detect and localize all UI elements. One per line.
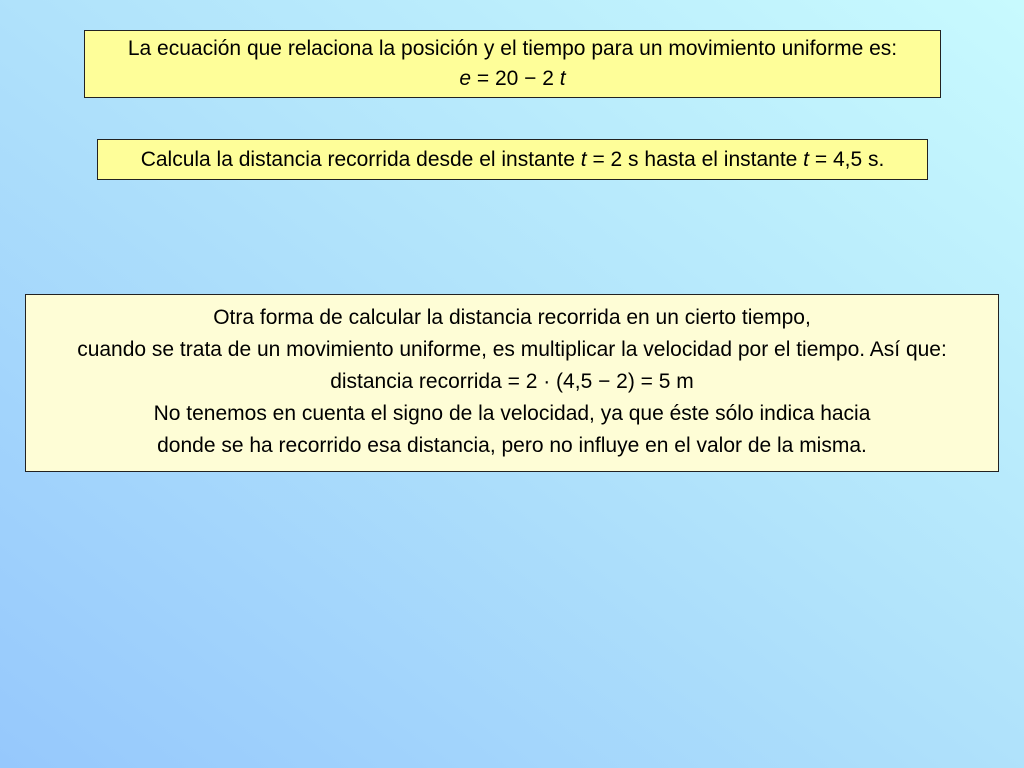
problem-statement xyxy=(98,144,927,176)
equation-intro-text: La ecuación que relaciona la posición y el tiempo para un movimiento uniforme es: xyxy=(127,37,898,60)
equation-body: = 20 − 2 xyxy=(471,67,560,90)
explanation-result-line: distancia recorrida = 2 · (4,5 − 2) = 5 m xyxy=(330,370,694,393)
problem-part-3: = 4,5 s. xyxy=(809,148,885,171)
explanation-line: No tenemos en cuenta el signo de la velocidad, ya que éste sólo indica hacia xyxy=(153,402,871,425)
equation-formula xyxy=(85,64,940,94)
explanation-box xyxy=(25,294,999,472)
problem-var-t2: t xyxy=(803,148,810,171)
equation-box xyxy=(84,30,941,98)
equation-var-e: e xyxy=(459,67,472,90)
explanation-line: cuando se trata de un movimiento uniforme, es multiplicar la velocidad por el tiempo. Así que: xyxy=(77,338,947,361)
problem-part-1: Calcula la distancia recorrida desde el instante xyxy=(140,148,581,171)
explanation-line: donde se ha recorrido esa distancia, pero no influye en el valor de la misma. xyxy=(157,434,867,457)
explanation-line: Otra forma de calcular la distancia recorrida en un cierto tiempo, xyxy=(213,306,811,329)
problem-part-2: = 2 s hasta el instante xyxy=(586,148,804,171)
equation-var-t: t xyxy=(559,67,566,90)
problem-var-t1: t xyxy=(580,148,587,171)
problem-box xyxy=(97,139,928,180)
